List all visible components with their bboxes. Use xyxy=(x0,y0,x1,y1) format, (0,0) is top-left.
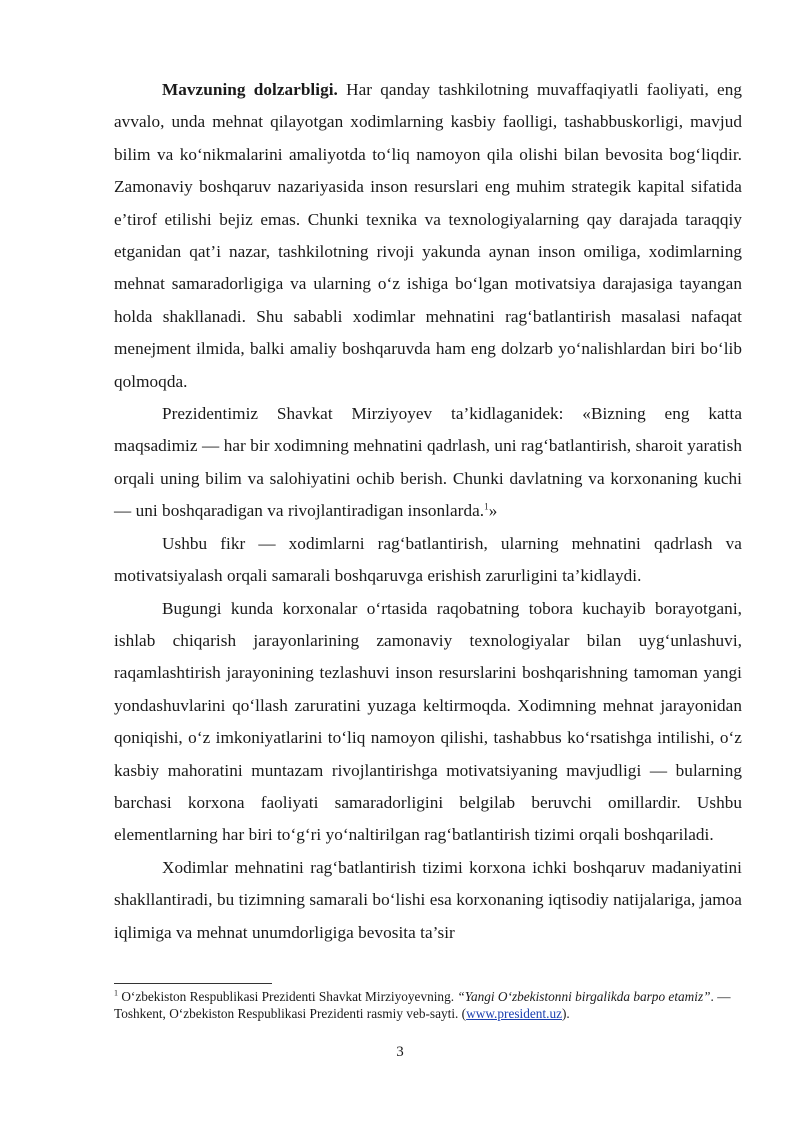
section-heading-inline: Mavzuning dolzarbligi. xyxy=(162,80,338,99)
paragraph-text: Bugungi kunda korxonalar o‘rtasida raqobatning tobora kuchayib borayotgani, ishlab chiqarish jarayonlarining zamonaviy texnologiyalar bilan uyg‘unlashuvi, raqamlashtirish jarayonining tezlashuvi inson resurslarini boshqarishning tamoman yangi yondashuvlarini qo‘llash zaruratini yuzaga keltirmoqda. Xodimning mehnat jarayonidan qoniqishi, o‘z imkoniyatlarini to‘liq namoyon qilishi, tashabbus ko‘rsatishga intilishi, o‘z kasbiy mahoratini muntazam rivojlantirishga motivatsiyaning mavjudligi — bularning barchasi korxona faoliyati samaradorligini belgilab beruvchi omillardir. Ushbu elementlarning har biri to‘g‘ri yo‘naltirilgan rag‘batlantirish tizimi orqali boshqariladi. xyxy=(114,598,742,845)
footnote-mark: 1 xyxy=(114,988,118,998)
paragraph-president-quote xyxy=(114,398,742,528)
paragraph-text: Prezidentimiz Shavkat Mirziyoyev ta’kidlaganidek: «Bizning eng katta maqsadimiz — har bir xodimning mehnatini qadrlash, uni rag‘batlantirish, sharoit yaratish orqali uning bilim va salohiyatini ochib berish. Chunki davlatning va korxonaning kuchi — uni boshqaradigan va rivojlantiradigan insonlarda. xyxy=(114,404,742,521)
footnote xyxy=(114,989,742,1023)
footnote-reference[interactable]: 1 xyxy=(484,501,489,512)
paragraph-competition xyxy=(114,593,742,852)
footnote-separator xyxy=(114,983,272,984)
paragraph-text: Ushbu fikr — xodimlarni rag‘batlantirish, ularning mehnatini qadrlash va motivatsiyalash orqali samarali boshqaruvga erishish zarurligini ta’kidlaydi. xyxy=(114,533,742,586)
quote-close: » xyxy=(488,501,498,521)
footnote-area xyxy=(114,983,742,1023)
paragraph-relevance xyxy=(114,74,742,398)
footnote-middle: . — Toshkent, O‘zbekiston Respublikasi Prezidenti rasmiy veb-sayti. ( xyxy=(114,989,731,1021)
paragraph-emphasis xyxy=(114,528,742,593)
footnote-suffix: ). xyxy=(562,1005,570,1021)
document-body xyxy=(114,74,742,949)
page-number: 3 xyxy=(396,1044,404,1060)
paragraph-text: Xodimlar mehnatini rag‘batlantirish tizimi korxona ichki boshqaruv madaniyatini shakllantiradi, bu tizimning samarali bo‘lishi esa korxonaning iqtisodiy natijalariga, jamoa iqlimiga va mehnat unumdorligiga bevosita ta’sir xyxy=(114,857,742,942)
footnote-title: “Yangi O‘zbekistonni birgalikda barpo etamiz” xyxy=(457,989,711,1004)
paragraph-incentive-system xyxy=(114,852,742,949)
footnote-link[interactable]: www.president.uz xyxy=(466,1005,562,1021)
footnote-prefix: O‘zbekiston Respublikasi Prezidenti Shavkat Mirziyoyevning. xyxy=(118,989,458,1004)
paragraph-text: Har qanday tashkilotning muvaffaqiyatli faoliyati, eng avvalo, unda mehnat qilayotgan xodimlarning kasbiy faolligi, tashabbuskorligi, mavjud bilim va ko‘nikmalarini amaliyotda to‘liq namoyon qila olishi bilan bevosita bog‘liqdir. Zamonaviy boshqaruv nazariyasida inson resurslari eng muhim strategik kapital sifatida e’tirof etilishi bejiz emas. Chunki texnika va texnologiyalarning qay darajada taraqqiy etganidan qat’i nazar, tashkilotning rivoji yakunda aynan inson omiliga, xodimlarning mehnat samaradorligiga va ularning o‘z ishiga bo‘lgan motivatsiya darajasiga tayangan holda shakllanadi. Shu sababli xodimlar mehnatini rag‘batlantirish masalasi nafaqat menejment ilmida, balki amaliy boshqaruvda ham eng dolzarb yo‘nalishlardan biri bo‘lib qolmoqda. xyxy=(114,80,742,391)
